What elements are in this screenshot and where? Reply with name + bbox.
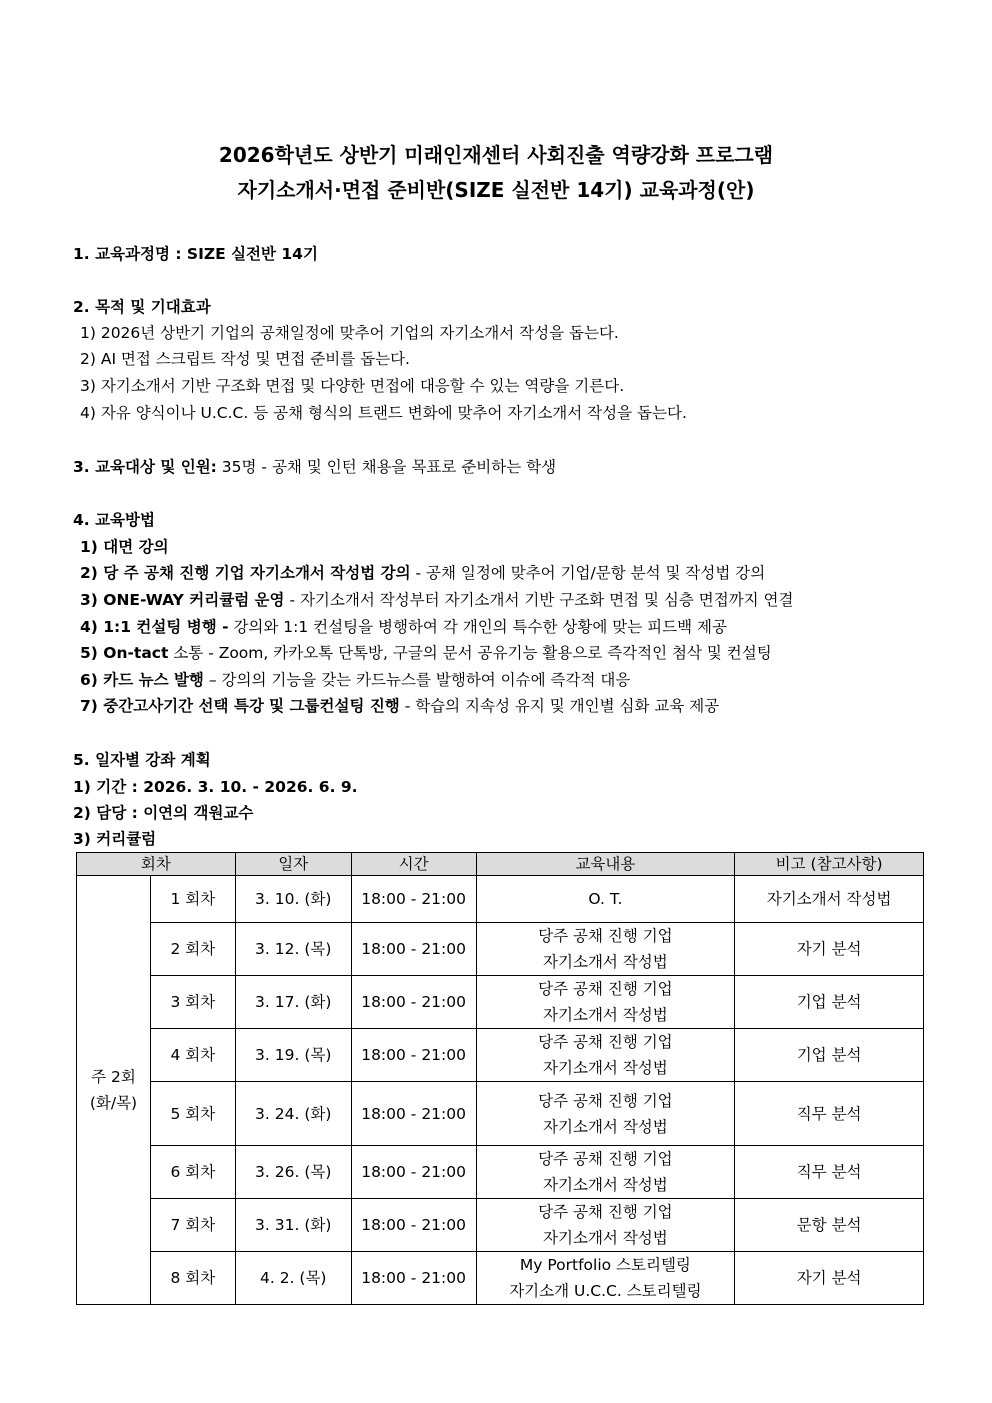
section4-item-text: 소통 - Zoom, 카카오톡 단톡방, 구글의 문서 공유기능 활용으로 즉각적인 첨삭 및 컨설팅 (168, 644, 772, 662)
curriculum-table (76, 852, 924, 1305)
session-cell: 2 회차 (150, 923, 235, 976)
frequency-cell (77, 876, 151, 1305)
date-cell: 4. 2. (목) (235, 1252, 351, 1305)
section4-item (80, 694, 719, 716)
header-date: 일자 (235, 853, 351, 876)
section2-item: 1) 2026년 상반기 기업의 공채일정에 맞추어 기업의 자기소개서 작성을 돕는다. (80, 324, 619, 342)
session-cell: 3 회차 (150, 976, 235, 1029)
date-cell: 3. 17. (화) (235, 976, 351, 1029)
section2-item: 2) AI 면접 스크립트 작성 및 면접 준비를 돕는다. (80, 350, 410, 368)
content-line2: 자기소개서 작성법 (543, 1229, 668, 1247)
content-line2: 자기소개서 작성법 (543, 1059, 668, 1077)
session-cell: 5 회차 (150, 1082, 235, 1146)
document-title-line2: 자기소개서·면접 준비반(SIZE 실전반 14기) 교육과정(안) (237, 178, 755, 202)
content-cell (476, 876, 735, 923)
section4-item-bold: 5) On-tact (80, 644, 169, 662)
content-line1: 당주 공채 진행 기업 (538, 980, 673, 998)
table-row (77, 1146, 924, 1199)
time-cell: 18:00 - 21:00 (351, 1029, 476, 1082)
section5-manager: 2) 담당 : 이연의 객원교수 (73, 804, 254, 822)
document-title-line1: 2026학년도 상반기 미래인재센터 사회진출 역량강화 프로그램 (218, 143, 774, 167)
time-cell: 18:00 - 21:00 (351, 1252, 476, 1305)
table-header-row (77, 853, 924, 876)
content-line2: 자기소개서 작성법 (543, 1117, 668, 1136)
section4-item-bold: 3) ONE-WAY 커리큘럼 운영 (80, 591, 285, 609)
content-line1: 당주 공채 진행 기업 (538, 1091, 673, 1110)
content-cell (476, 1252, 735, 1305)
content-line2: 자기소개 U.C.C. 스토리텔링 (509, 1282, 702, 1300)
section3-count: 35명 - (216, 458, 268, 476)
time-cell: 18:00 - 21:00 (351, 1146, 476, 1199)
frequency-line1: 주 2회 (91, 1068, 136, 1086)
time-cell: 18:00 - 21:00 (351, 976, 476, 1029)
session-cell: 6 회차 (150, 1146, 235, 1199)
table-row (77, 923, 924, 976)
note-cell: 문항 분석 (735, 1199, 924, 1252)
section4-item-bold: 4) 1:1 컨설팅 병행 - (80, 618, 229, 636)
note-cell: 자기 분석 (735, 923, 924, 976)
content-cell (476, 1199, 735, 1252)
table-row (77, 1082, 924, 1146)
section3-label: 3. 교육대상 및 인원: (73, 458, 217, 476)
date-cell: 3. 26. (목) (235, 1146, 351, 1199)
header-note: 비고 (참고사항) (735, 853, 924, 876)
date-cell: 3. 12. (목) (235, 923, 351, 976)
header-content: 교육내용 (476, 853, 735, 876)
section4-item-text: - 학습의 지속성 유지 및 개인별 심화 교육 제공 (399, 697, 720, 715)
table-row (77, 1029, 924, 1082)
content-line1: 당주 공채 진행 기업 (538, 1150, 673, 1168)
note-cell: 직무 분석 (735, 1082, 924, 1146)
content-line1: 당주 공채 진행 기업 (538, 1203, 673, 1221)
section4-item-bold: 1) 대면 강의 (80, 538, 169, 556)
content-line2: 자기소개서 작성법 (543, 1006, 668, 1024)
time-cell: 18:00 - 21:00 (351, 1082, 476, 1146)
section1-heading: 1. 교육과정명 : SIZE 실전반 14기 (73, 245, 318, 263)
section5-curriculum: 3) 커리큘럼 (73, 830, 157, 848)
table-row (77, 976, 924, 1029)
section4-item-bold: 7) 중간고사기간 선택 특강 및 그룹컨설팅 진행 (80, 697, 400, 715)
header-time: 시간 (351, 853, 476, 876)
content-line2: 자기소개서 작성법 (543, 953, 668, 971)
section3-line (73, 455, 556, 477)
time-cell: 18:00 - 21:00 (351, 1199, 476, 1252)
frequency-line2: (화/목) (89, 1094, 138, 1112)
table-row (77, 1252, 924, 1305)
table-row (77, 1199, 924, 1252)
session-cell: 4 회차 (150, 1029, 235, 1082)
session-cell: 1 회차 (150, 876, 235, 923)
table-row (77, 876, 924, 923)
section4-item-text: - 공채 일정에 맞추어 기업/문항 분석 및 작성법 강의 (410, 564, 766, 582)
section2-item: 3) 자기소개서 기반 구조화 면접 및 다양한 면접에 대응할 수 있는 역량을 기른다. (80, 377, 625, 395)
content-line1: 당주 공채 진행 기업 (538, 1033, 673, 1051)
session-cell: 7 회차 (150, 1199, 235, 1252)
section4-item (80, 615, 727, 637)
section3-desc: 공채 및 인턴 채용을 목표로 준비하는 학생 (267, 458, 557, 476)
note-cell: 직무 분석 (735, 1146, 924, 1199)
section4-item-text: 강의와 1:1 컨설팅을 병행하여 각 개인의 특수한 상황에 맞는 피드백 제공 (228, 618, 727, 636)
section4-item (80, 641, 772, 663)
time-cell: 18:00 - 21:00 (351, 923, 476, 976)
header-session: 회차 (77, 853, 236, 876)
note-cell: 자기소개서 작성법 (735, 876, 924, 923)
section5-heading: 5. 일자별 강좌 계획 (73, 751, 211, 769)
section4-item (80, 588, 794, 610)
content-cell (476, 976, 735, 1029)
section2-item: 4) 자유 양식이나 U.C.C. 등 공채 형식의 트랜드 변화에 맞추어 자기소개서 작성을 돕는다. (80, 404, 687, 422)
content-cell (476, 923, 735, 976)
note-cell: 기업 분석 (735, 1029, 924, 1082)
time-cell: 18:00 - 21:00 (351, 876, 476, 923)
section4-item-bold: 6) 카드 뉴스 발행 (80, 671, 204, 689)
content-line2: 자기소개서 작성법 (543, 1176, 668, 1194)
session-cell: 8 회차 (150, 1252, 235, 1305)
content-cell (476, 1082, 735, 1146)
section4-item-text: - 자기소개서 작성부터 자기소개서 기반 구조화 면접 및 심층 면접까지 연결 (284, 591, 794, 609)
section4-item (80, 561, 765, 583)
content-line1: O. T. (588, 890, 623, 908)
date-cell: 3. 31. (화) (235, 1199, 351, 1252)
section4-item-bold: 2) 당 주 공채 진행 기업 자기소개서 작성법 강의 (80, 564, 411, 582)
section2-heading: 2. 목적 및 기대효과 (73, 298, 211, 316)
note-cell: 자기 분석 (735, 1252, 924, 1305)
date-cell: 3. 24. (화) (235, 1082, 351, 1146)
date-cell: 3. 19. (목) (235, 1029, 351, 1082)
section5-period: 1) 기간 : 2026. 3. 10. - 2026. 6. 9. (73, 778, 358, 796)
content-cell (476, 1146, 735, 1199)
content-line1: 당주 공채 진행 기업 (538, 927, 673, 945)
content-cell (476, 1029, 735, 1082)
content-line1: My Portfolio 스토리텔링 (519, 1256, 691, 1274)
section4-heading: 4. 교육방법 (73, 511, 155, 529)
date-cell: 3. 10. (화) (235, 876, 351, 923)
section4-item (80, 535, 169, 557)
section4-item-text: – 강의의 기능을 갖는 카드뉴스를 발행하여 이슈에 즉각적 대응 (203, 671, 631, 689)
section4-item (80, 668, 630, 690)
note-cell: 기업 분석 (735, 976, 924, 1029)
